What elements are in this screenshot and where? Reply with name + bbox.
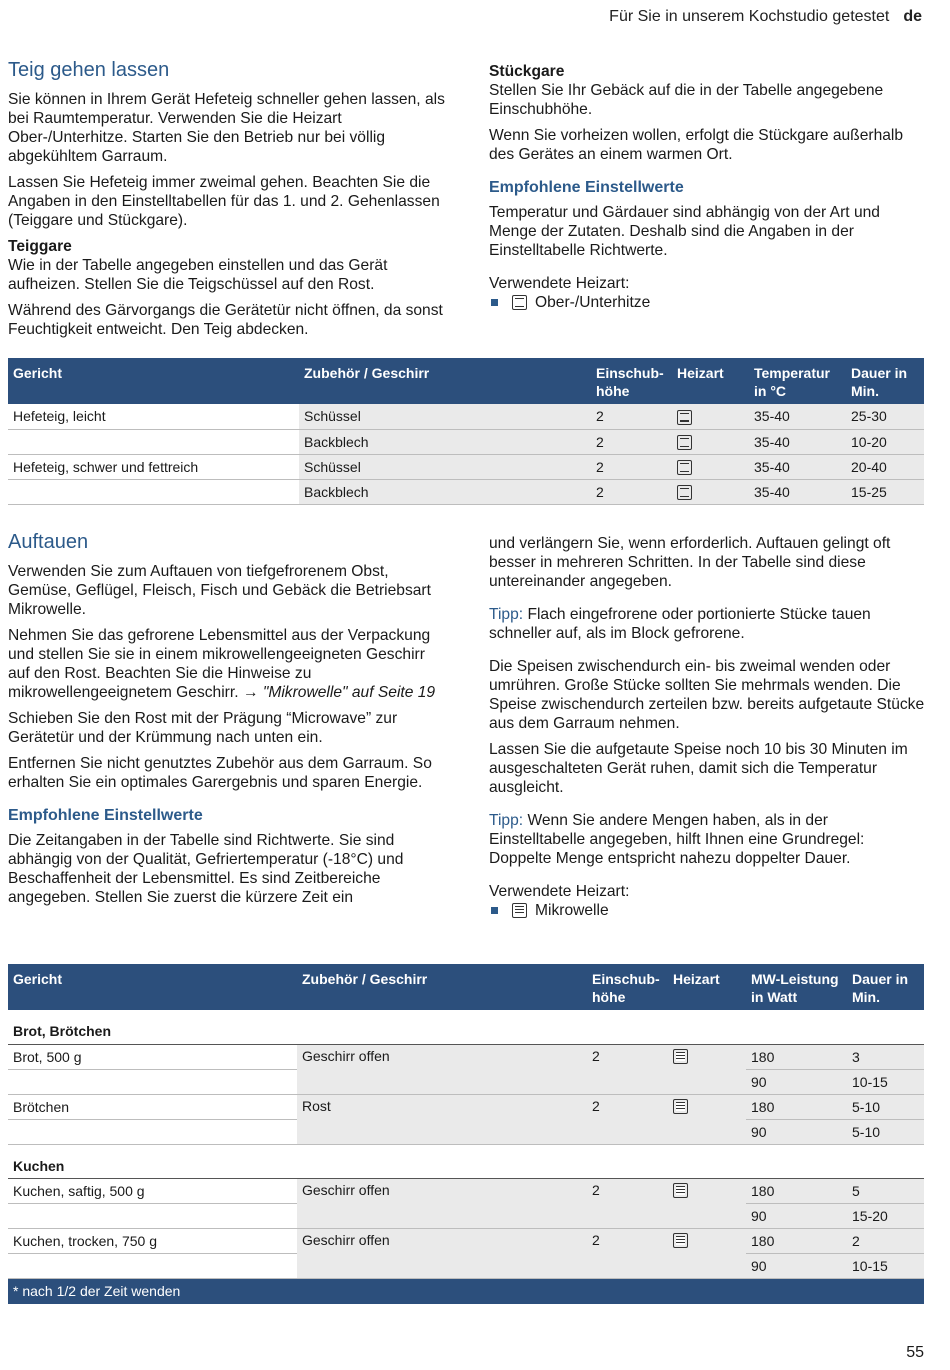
cell-gericht: Hefeteig, schwer und fettreich [8, 454, 299, 479]
cell-einschub: 2 [591, 429, 672, 454]
auftauen-paragraph: Lassen Sie die aufgetaute Speise noch 10 bis 30 Minuten im ausgeschalteten Gerät ruhen, damit sich die Temperatur ausgleicht. [489, 741, 908, 796]
cell-dauer: 2 [847, 1228, 924, 1253]
cell-zubehoer: Geschirr offen [297, 1044, 587, 1094]
auftauen-paragraph: Schieben Sie den Rost mit der Prägung “Microwave” zur Gerätetür und der Krümmung nach unten ein. [8, 710, 398, 746]
th-mw-leistung: MW-Leistung in Watt [746, 964, 847, 1010]
page-header [609, 8, 922, 26]
cell-dauer: 10-15 [847, 1253, 924, 1278]
empfohlene-heading: Empfohlene Einstellwerte [489, 179, 684, 196]
teig-right-column [489, 62, 925, 312]
cell-gericht: Brot, 500 g [8, 1044, 297, 1069]
cell-dauer: 25-30 [846, 404, 924, 429]
auftauen-p2-text: Nehmen Sie das gefrorene Lebensmittel aus der Verpackung und stellen Sie sie in einem mikrowellengeeigneten Geschirr auf den Rost. Beachten Sie die Hinweise zu mikrowellengeeignetem Geschirr. [8, 627, 431, 701]
cell-heizart [672, 404, 749, 429]
mikrowelle-icon [673, 1049, 688, 1064]
cell-einschub: 2 [587, 1094, 668, 1144]
cell-temp: 35-40 [749, 454, 846, 479]
th-heizart: Heizart [668, 964, 746, 1010]
auftauen-right-column [489, 534, 925, 920]
cell-gericht: Brötchen [8, 1094, 297, 1119]
auftauen-paragraph: Die Speisen zwischendurch ein- bis zweimal wenden oder umrühren. Große Stücke sollten Sie mehrmals wenden. Die Speise zwischendurch zerteilen bzw. bereits aufgetaute Stücke aus dem Garraum nehmen. [489, 658, 925, 732]
cell-dauer: 15-20 [847, 1203, 924, 1228]
teig-table [8, 358, 924, 505]
cell-zubehoer: Rost [297, 1094, 587, 1144]
cell-temp: 35-40 [749, 429, 846, 454]
page-reference-link[interactable]: → "Mikrowelle" auf Seite 19 [242, 684, 436, 701]
group-label: Kuchen [8, 1144, 924, 1178]
auftauen-paragraph: Die Zeitangaben in der Tabelle sind Richtwerte. Sie sind abhängig von der Qualität, Gefriertemperatur (-18°C) und Beschaffenheit der Lebensmittel. Es sind Zeitbereiche angegeben. Stellen Sie zuerst die kürzere Zeit ein [8, 832, 404, 906]
ober-unterhitze-icon [677, 460, 692, 475]
th-dauer: Dauer in Min. [847, 964, 924, 1010]
cell-heizart [668, 1228, 746, 1278]
ober-unterhitze-icon [677, 410, 692, 425]
tipp-paragraph [489, 605, 925, 643]
th-einschub: Einschub- höhe [587, 964, 668, 1010]
cell-einschub: 2 [587, 1178, 668, 1228]
empfohlene-heading: Empfohlene Einstellwerte [8, 807, 203, 824]
bullet-square-icon [491, 907, 498, 914]
cell-einschub: 2 [591, 404, 672, 429]
table-row [8, 1044, 924, 1069]
th-gericht: Gericht [8, 358, 299, 404]
teig-paragraph: Wenn Sie vorheizen wollen, erfolgt die Stückgare außerhalb des Gerätes an einem warmen Ort. [489, 127, 904, 163]
mikrowelle-icon [512, 903, 527, 918]
stueckgare-text: Stellen Sie Ihr Gebäck auf die in der Tabelle angegebene Einschubhöhe. [489, 82, 884, 118]
cell-dauer: 5-10 [847, 1119, 924, 1144]
teig-paragraph: Temperatur und Gärdauer sind abhängig von der Art und Menge der Zutaten. Deshalb sind die Angaben in der Einstelltabelle Richtwerte. [489, 204, 880, 259]
heizart-item: Mikrowelle [535, 902, 609, 919]
heizart-label: Verwendete Heizart: [489, 275, 630, 292]
cell-einschub: 2 [587, 1228, 668, 1278]
th-dauer: Dauer in Min. [846, 358, 924, 404]
cell-gericht: Kuchen, saftig, 500 g [8, 1178, 297, 1203]
cell-gericht: Kuchen, trocken, 750 g [8, 1228, 297, 1253]
cell-dauer: 10-15 [847, 1069, 924, 1094]
cell-heizart [668, 1044, 746, 1094]
cell-gericht [8, 1119, 297, 1144]
teiggare-text: Wie in der Tabelle angegeben einstellen und das Gerät aufheizen. Stellen Sie die Teigschüssel auf den Rost. [8, 257, 388, 293]
cell-dauer: 5-10 [847, 1094, 924, 1119]
cell-mw: 180 [746, 1044, 847, 1069]
language-tag: de [903, 8, 922, 25]
cell-temp: 35-40 [749, 404, 846, 429]
cell-gericht [8, 429, 299, 454]
cell-heizart [668, 1178, 746, 1228]
tipp-label: Tipp: [489, 812, 524, 829]
heizart-item: Ober-/Unterhitze [535, 294, 651, 311]
tipp-text: Flach eingefrorene oder portionierte Stücke tauen schneller auf, als im Block gefrorene. [489, 606, 871, 642]
mikrowelle-icon [673, 1183, 688, 1198]
section-heading-auftauen: Auftauen [8, 531, 89, 553]
cell-temp: 35-40 [749, 479, 846, 504]
cell-einschub: 2 [587, 1044, 668, 1094]
table-header-row [8, 964, 924, 1010]
th-gericht: Gericht [8, 964, 297, 1010]
cell-gericht [8, 479, 299, 504]
cell-mw: 180 [746, 1228, 847, 1253]
ober-unterhitze-icon [512, 295, 527, 310]
cell-dauer: 20-40 [846, 454, 924, 479]
auftauen-paragraph: und verlängern Sie, wenn erforderlich. Auftauen gelingt oft besser in mehreren Schritten. In der Tabelle sind diese untereinander angegeben. [489, 535, 891, 590]
table-row [8, 404, 924, 429]
cell-mw: 90 [746, 1119, 847, 1144]
th-zubehoer: Zubehör / Geschirr [299, 358, 591, 404]
ober-unterhitze-icon [677, 435, 692, 450]
table-row [8, 454, 924, 479]
auftauen-paragraph: Verwenden Sie zum Auftauen von tiefgefrorenem Obst, Gemüse, Geflügel, Fleisch, Fisch und Gebäck die Betriebsart Mikrowelle. [8, 563, 431, 618]
cell-zubehoer: Backblech [299, 479, 591, 504]
mikrowelle-icon [673, 1099, 688, 1114]
table-header-row [8, 358, 924, 404]
footnote: * nach 1/2 der Zeit wenden [8, 1278, 924, 1304]
th-zubehoer: Zubehör / Geschirr [297, 964, 587, 1010]
cell-zubehoer: Backblech [299, 429, 591, 454]
th-temperatur: Temperatur in °C [749, 358, 846, 404]
cell-gericht [8, 1069, 297, 1094]
ober-unterhitze-icon [677, 485, 692, 500]
table-row [8, 479, 924, 504]
auftauen-paragraph [8, 626, 448, 702]
page-number: 55 [906, 1344, 924, 1361]
bullet-square-icon [491, 299, 498, 306]
mikrowelle-icon [673, 1233, 688, 1248]
heizart-bullet [489, 293, 925, 312]
table-row [8, 1228, 924, 1253]
teiggare-title: Teiggare [8, 238, 72, 255]
table-group-row [8, 1144, 924, 1178]
table-row [8, 1094, 924, 1119]
stueckgare-title: Stückgare [489, 63, 565, 80]
cell-zubehoer: Schüssel [299, 404, 591, 429]
cell-dauer: 5 [847, 1178, 924, 1203]
cell-heizart [672, 429, 749, 454]
auftauen-left-column [8, 533, 448, 914]
cell-gericht: Hefeteig, leicht [8, 404, 299, 429]
cell-mw: 180 [746, 1178, 847, 1203]
cell-mw: 90 [746, 1069, 847, 1094]
cell-heizart [668, 1094, 746, 1144]
cell-mw: 180 [746, 1094, 847, 1119]
heizart-label: Verwendete Heizart: [489, 883, 630, 900]
group-label: Brot, Brötchen [8, 1010, 924, 1044]
section-heading-teig: Teig gehen lassen [8, 59, 170, 81]
cell-einschub: 2 [591, 454, 672, 479]
tipp-label: Tipp: [489, 606, 524, 623]
table-row [8, 1178, 924, 1203]
cell-mw: 90 [746, 1203, 847, 1228]
table-group-row [8, 1010, 924, 1044]
cell-gericht [8, 1203, 297, 1228]
table-footnote-row [8, 1278, 924, 1304]
heizart-bullet [489, 901, 925, 920]
cell-gericht [8, 1253, 297, 1278]
tipp-text: Wenn Sie andere Mengen haben, als in der Einstelltabelle angegeben, hilft Ihnen eine Grundregel: Doppelte Menge entspricht nahezu doppelter Dauer. [489, 812, 865, 867]
cell-dauer: 15-25 [846, 479, 924, 504]
header-title: Für Sie in unserem Kochstudio getestet [609, 8, 890, 25]
cell-dauer: 3 [847, 1044, 924, 1069]
teig-paragraph: Sie können in Ihrem Gerät Hefeteig schneller gehen lassen, als bei Raumtemperatur. Verwenden Sie die Heizart Ober-/Unterhitze. Starten Sie den Betrieb nur bei völlig abgekühltem Garraum. [8, 91, 445, 165]
teig-left-column [8, 61, 448, 346]
auftauen-paragraph: Entfernen Sie nicht genutztes Zubehör aus dem Garraum. So erhalten Sie ein optimales Garergebnis und sparen Energie. [8, 755, 432, 791]
cell-heizart [672, 454, 749, 479]
cell-zubehoer: Schüssel [299, 454, 591, 479]
cell-einschub: 2 [591, 479, 672, 504]
th-heizart: Heizart [672, 358, 749, 404]
table-row [8, 429, 924, 454]
tipp-paragraph [489, 811, 925, 868]
teig-paragraph: Lassen Sie Hefeteig immer zweimal gehen. Beachten Sie die Angaben in den Einstelltabellen für das 1. und 2. Gehenlassen (Teiggare und Stückgare). [8, 174, 440, 229]
teig-paragraph: Während des Gärvorgangs die Gerätetür nicht öffnen, da sonst Feuchtigkeit entweicht. Den Teig abdecken. [8, 302, 443, 338]
cell-heizart [672, 479, 749, 504]
auftauen-table [8, 964, 924, 1304]
cell-mw: 90 [746, 1253, 847, 1278]
cell-dauer: 10-20 [846, 429, 924, 454]
th-einschub: Einschub- höhe [591, 358, 672, 404]
cell-zubehoer: Geschirr offen [297, 1228, 587, 1278]
cell-zubehoer: Geschirr offen [297, 1178, 587, 1228]
